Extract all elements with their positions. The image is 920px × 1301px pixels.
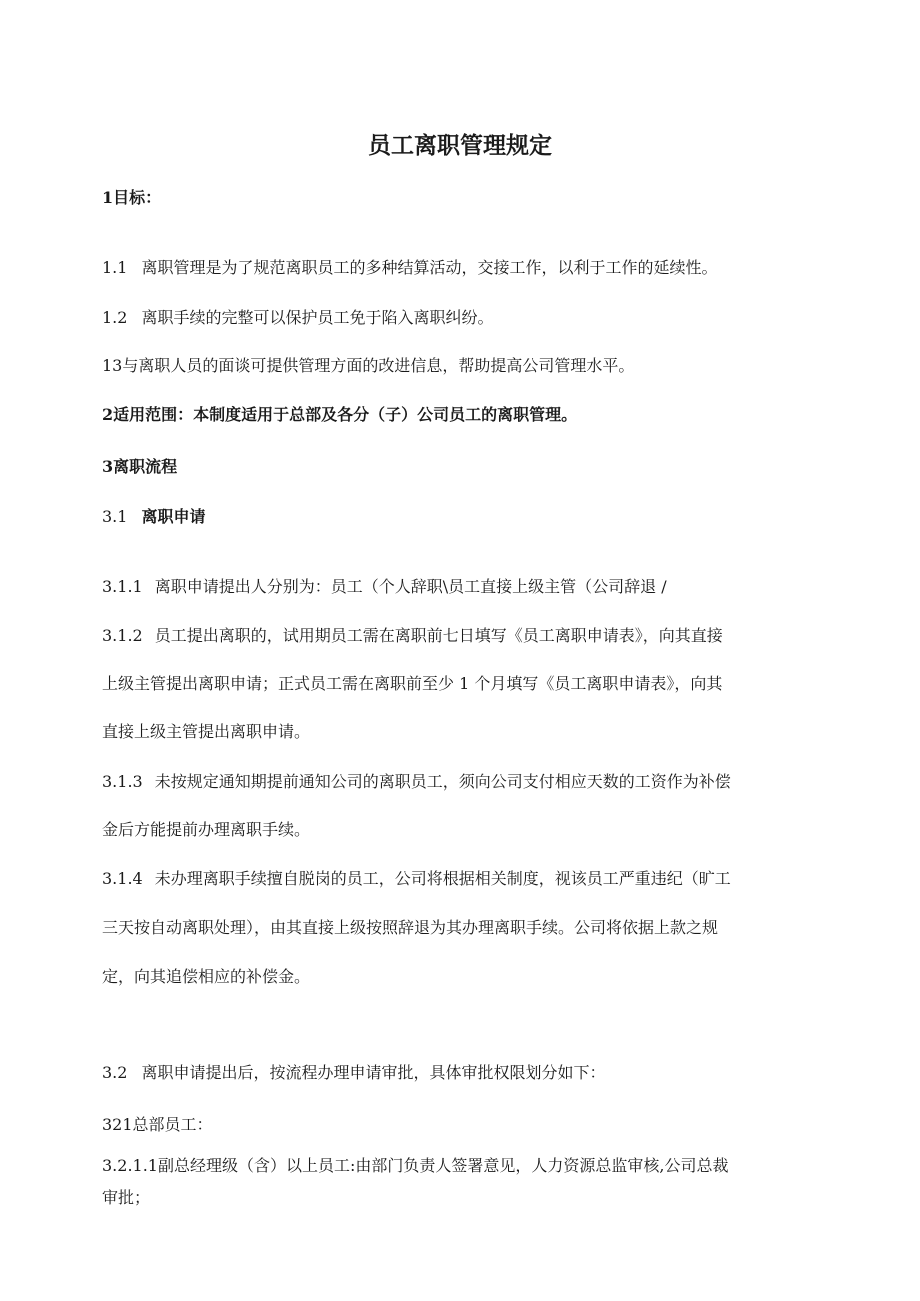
clause-3-2-1-1: 3.2.1.1副总经理级（含）以上员工:由部门负责人签署意见，人力资源总监审核,公司总裁 — [102, 1156, 729, 1175]
clause-text: 离职申请提出人分别为：员工（个人辞职\员工直接上级主管（公司辞退 / — [154, 577, 667, 596]
clause-3-2-1-1-cont: 审批； — [102, 1188, 151, 1207]
clause-text: 离职手续的完整可以保护员工免于陷入离职纠纷。 — [141, 308, 494, 327]
clause-3-1-heading — [102, 505, 826, 529]
clause-3-1-1 — [102, 575, 826, 599]
section-2-scope: 2适用范围：本制度适用于总部及各分（子）公司员工的离职管理。 — [102, 405, 578, 424]
clause-text: 离职申请提出后，按流程办理申请审批，具体审批权限划分如下： — [141, 1063, 606, 1082]
clause-number: 3.1.1 — [102, 577, 143, 596]
clause-3-1-2-cont: 直接上级主管提出离职申请。 — [102, 722, 311, 741]
document-title: 员工离职管理规定 — [368, 133, 552, 159]
clause-1-2 — [102, 306, 826, 330]
clause-3-1-3-cont: 金后方能提前办理离职手续。 — [102, 820, 311, 839]
clause-text: 员工提出离职的，试用期员工需在离职前七日填写《员工离职申请表》，向其直接 — [154, 626, 723, 645]
clause-3-1-3 — [102, 770, 826, 794]
clause-1-1 — [102, 256, 826, 280]
clause-text: 离职申请 — [141, 507, 206, 526]
clause-1-3: 13与离职人员的面谈可提供管理方面的改进信息，帮助提高公司管理水平。 — [102, 356, 635, 375]
clause-3-1-4-cont: 定，向其追偿相应的补偿金。 — [102, 967, 311, 986]
clause-number: 3.1.3 — [102, 772, 143, 791]
clause-3-1-4 — [102, 867, 826, 891]
clause-3-1-2 — [102, 624, 826, 648]
clause-3-2-1: 321总部员工： — [102, 1115, 213, 1134]
clause-text: 未办理离职手续擅自脱岗的员工，公司将根据相关制度，视该员工严重违纪（旷工 — [154, 869, 731, 888]
clause-number: 1.1 — [102, 258, 128, 277]
clause-3-1-4-cont: 三天按自动离职处理），由其直接上级按照辞退为其办理离职手续。公司将依据上款之规 — [102, 918, 719, 937]
section-3-heading: 3离职流程 — [102, 457, 178, 476]
clause-number: 3.1.4 — [102, 869, 143, 888]
clause-number: 3.2 — [102, 1063, 128, 1082]
clause-text: 未按规定通知期提前通知公司的离职员工，须向公司支付相应天数的工资作为补偿 — [154, 772, 731, 791]
clause-3-2 — [102, 1061, 826, 1085]
clause-text: 离职管理是为了规范离职员工的多种结算活动，交接工作，以利于工作的延续性。 — [141, 258, 718, 277]
clause-number: 1.2 — [102, 308, 128, 327]
clause-number: 3.1.2 — [102, 626, 143, 645]
clause-3-1-2-cont: 上级主管提出离职申请；正式员工需在离职前至少 1 个月填写《员工离职申请表》，向其 — [102, 674, 723, 693]
clause-number: 3.1 — [102, 507, 128, 526]
section-1-heading: 1目标： — [102, 188, 162, 207]
